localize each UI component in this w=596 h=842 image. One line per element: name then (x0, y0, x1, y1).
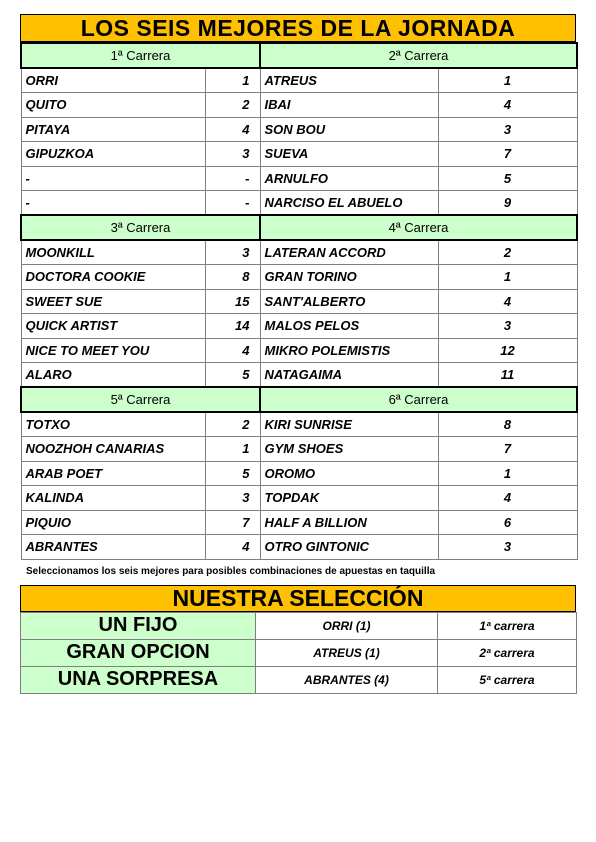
horse-name: GYM SHOES (260, 437, 438, 462)
horse-name: OTRO GINTONIC (260, 535, 438, 560)
horse-name: OROMO (260, 461, 438, 486)
horse-number: 4 (205, 535, 260, 560)
horse-name: NARCISO EL ABUELO (260, 191, 438, 216)
horse-name: DOCTORA COOKIE (21, 265, 205, 290)
horse-number: 4 (205, 117, 260, 142)
horse-number: 4 (205, 338, 260, 363)
horse-number: 3 (205, 240, 260, 265)
horse-name: - (21, 191, 205, 216)
horse-name: QUITO (21, 93, 205, 118)
horse-name: KALINDA (21, 486, 205, 511)
horse-number: 5 (438, 166, 577, 191)
horse-number: 8 (205, 265, 260, 290)
horse-name: TOTXO (21, 412, 205, 437)
horse-number: 8 (438, 412, 577, 437)
horse-name: GRAN TORINO (260, 265, 438, 290)
table-row (21, 93, 577, 118)
horse-number: 2 (438, 240, 577, 265)
horse-number: 4 (438, 93, 577, 118)
horse-name: PITAYA (21, 117, 205, 142)
horse-name: SWEET SUE (21, 289, 205, 314)
selection-label: UNA SORPRESA (21, 666, 256, 693)
horse-number: 6 (438, 510, 577, 535)
horse-number: 3 (438, 117, 577, 142)
horse-number: 3 (205, 142, 260, 167)
horse-number: 4 (438, 486, 577, 511)
selection-row (21, 612, 577, 639)
race-sheet (20, 14, 576, 694)
horse-name: ALARO (21, 363, 205, 388)
horse-name: KIRI SUNRISE (260, 412, 438, 437)
table-row (21, 486, 577, 511)
horse-name: SANT'ALBERTO (260, 289, 438, 314)
table-row (21, 412, 577, 437)
horse-name: LATERAN ACCORD (260, 240, 438, 265)
horse-name: SON BOU (260, 117, 438, 142)
table-row (21, 240, 577, 265)
selection-pick: ORRI (1) (256, 612, 438, 639)
race-header: 6ª Carrera (260, 387, 577, 412)
horse-number: 1 (438, 68, 577, 93)
race-header: 4ª Carrera (260, 215, 577, 240)
selection-pick: ABRANTES (4) (256, 666, 438, 693)
horse-number: 11 (438, 363, 577, 388)
table-row (21, 265, 577, 290)
horse-name: NOOZHOH CANARIAS (21, 437, 205, 462)
table-row (21, 461, 577, 486)
horse-name: MALOS PELOS (260, 314, 438, 339)
horse-name: NICE TO MEET YOU (21, 338, 205, 363)
table-row (21, 437, 577, 462)
horse-number: 3 (205, 486, 260, 511)
horse-name: ATREUS (260, 68, 438, 93)
horse-name: - (21, 166, 205, 191)
horse-number: 5 (205, 363, 260, 388)
horse-name: ARAB POET (21, 461, 205, 486)
selection-title: NUESTRA SELECCIÓN (20, 585, 576, 612)
table-row (21, 510, 577, 535)
selection-label: GRAN OPCION (21, 639, 256, 666)
horse-number: 1 (438, 461, 577, 486)
selection-table (20, 612, 577, 694)
horse-name: SUEVA (260, 142, 438, 167)
selection-pick: ATREUS (1) (256, 639, 438, 666)
races-table (20, 42, 578, 560)
horse-name: PIQUIO (21, 510, 205, 535)
selection-race: 1ª carrera (438, 612, 577, 639)
horse-number: 14 (205, 314, 260, 339)
horse-name: ABRANTES (21, 535, 205, 560)
selection-note: Seleccionamos los seis mejores para posibles combinaciones de apuestas en taquilla (26, 565, 436, 577)
horse-name: ARNULFO (260, 166, 438, 191)
race-header-row (21, 43, 577, 68)
table-row (21, 289, 577, 314)
horse-number: 1 (205, 437, 260, 462)
table-row (21, 191, 577, 216)
selection-race: 5ª carrera (438, 666, 577, 693)
horse-number: 4 (438, 289, 577, 314)
race-header: 2ª Carrera (260, 43, 577, 68)
horse-name: QUICK ARTIST (21, 314, 205, 339)
race-header: 1ª Carrera (21, 43, 260, 68)
table-row (21, 142, 577, 167)
selection-row (21, 666, 577, 693)
selection-label: UN FIJO (21, 612, 256, 639)
page-title: LOS SEIS MEJORES DE LA JORNADA (20, 14, 576, 42)
horse-number: 2 (205, 93, 260, 118)
race-header-row (21, 215, 577, 240)
table-row (21, 117, 577, 142)
table-row (21, 166, 577, 191)
horse-name: HALF A BILLION (260, 510, 438, 535)
table-row (21, 338, 577, 363)
horse-number: 9 (438, 191, 577, 216)
race-header-row (21, 387, 577, 412)
horse-number: 7 (438, 437, 577, 462)
horse-number: 2 (205, 412, 260, 437)
race-header: 5ª Carrera (21, 387, 260, 412)
selection-race: 2ª carrera (438, 639, 577, 666)
horse-number: 12 (438, 338, 577, 363)
table-row (21, 68, 577, 93)
horse-name: GIPUZKOA (21, 142, 205, 167)
horse-number: 5 (205, 461, 260, 486)
horse-number: 3 (438, 535, 577, 560)
horse-number: 1 (438, 265, 577, 290)
horse-number: 7 (205, 510, 260, 535)
race-header: 3ª Carrera (21, 215, 260, 240)
table-row (21, 314, 577, 339)
table-row (21, 363, 577, 388)
horse-name: MIKRO POLEMISTIS (260, 338, 438, 363)
horse-number: - (205, 166, 260, 191)
table-row (21, 535, 577, 560)
selection-row (21, 639, 577, 666)
horse-number: - (205, 191, 260, 216)
horse-name: IBAI (260, 93, 438, 118)
horse-number: 1 (205, 68, 260, 93)
horse-number: 15 (205, 289, 260, 314)
horse-name: NATAGAIMA (260, 363, 438, 388)
horse-name: MOONKILL (21, 240, 205, 265)
horse-number: 7 (438, 142, 577, 167)
horse-name: ORRI (21, 68, 205, 93)
horse-name: TOPDAK (260, 486, 438, 511)
horse-number: 3 (438, 314, 577, 339)
